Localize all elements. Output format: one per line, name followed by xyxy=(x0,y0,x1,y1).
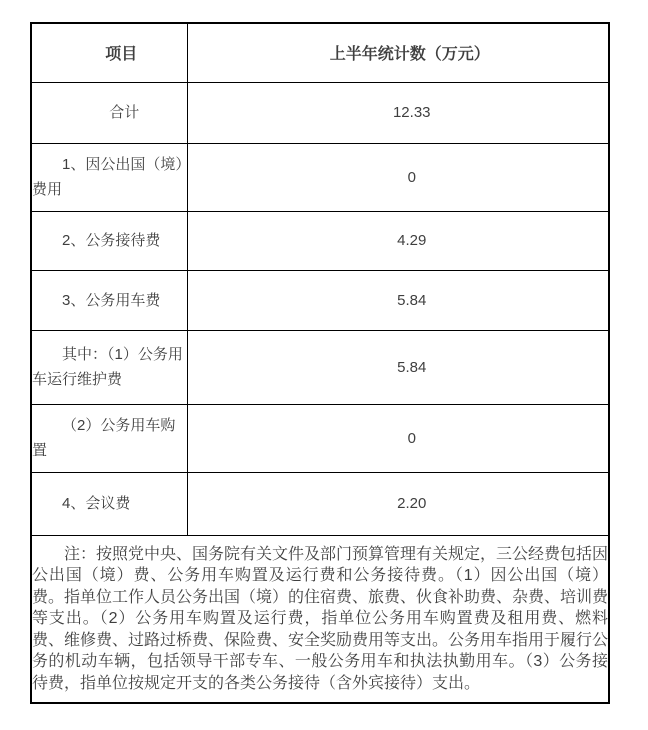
row-value-vehicle-purchase: 0 xyxy=(187,404,609,472)
table-row xyxy=(31,82,609,143)
row-label-abroad-fee: 1、因公出国（境）费用 xyxy=(31,143,187,211)
row-value-meeting-fee: 2.20 xyxy=(187,472,609,535)
table-row xyxy=(31,330,609,404)
row-label-total: 合计 xyxy=(31,82,187,143)
table-row xyxy=(31,143,609,211)
row-label-reception-fee: 2、公务接待费 xyxy=(31,211,187,270)
column-header-item: 项目 xyxy=(31,23,187,82)
note-text: 注：按照党中央、国务院有关文件及部门预算管理有关规定，三公经费包括因公出国（境）费、公务用车购置及运行费和公务接待费。（1）因公出国（境）费。指单位工作人员公务出国（境）的住宿费、旅费、伙食补助费、杂费、培训费等支出。（2）公务用车购置及运行费，指单位公务用车购置费及租用费、燃料费、维修费、过路过桥费、保险费、安全奖励费用等支出。公务用车指用于履行公务的机动车辆，包括领导干部专车、一般公务用车和执法执勤用车。（3）公务接待费，指单位按规定开支的各类公务接待（含外宾接待）支出。 xyxy=(31,535,609,703)
row-value-reception-fee: 4.29 xyxy=(187,211,609,270)
row-value-vehicle-maintenance-fee: 5.84 xyxy=(187,330,609,404)
row-value-total: 12.33 xyxy=(187,82,609,143)
row-label-vehicle-purchase: （2）公务用车购置 xyxy=(31,404,187,472)
row-value-abroad-fee: 0 xyxy=(187,143,609,211)
row-label-vehicle-fee: 3、公务用车费 xyxy=(31,270,187,330)
table-header-row xyxy=(31,23,609,82)
table-note-row xyxy=(31,535,609,703)
column-header-amount: 上半年统计数（万元） xyxy=(187,23,609,82)
table-row xyxy=(31,472,609,535)
row-label-meeting-fee: 4、会议费 xyxy=(31,472,187,535)
row-label-vehicle-maintenance-fee: 其中：（1）公务用车运行维护费 xyxy=(31,330,187,404)
three-public-expense-table xyxy=(30,22,610,704)
row-value-vehicle-fee: 5.84 xyxy=(187,270,609,330)
table-row xyxy=(31,270,609,330)
table-row xyxy=(31,211,609,270)
table-row xyxy=(31,404,609,472)
